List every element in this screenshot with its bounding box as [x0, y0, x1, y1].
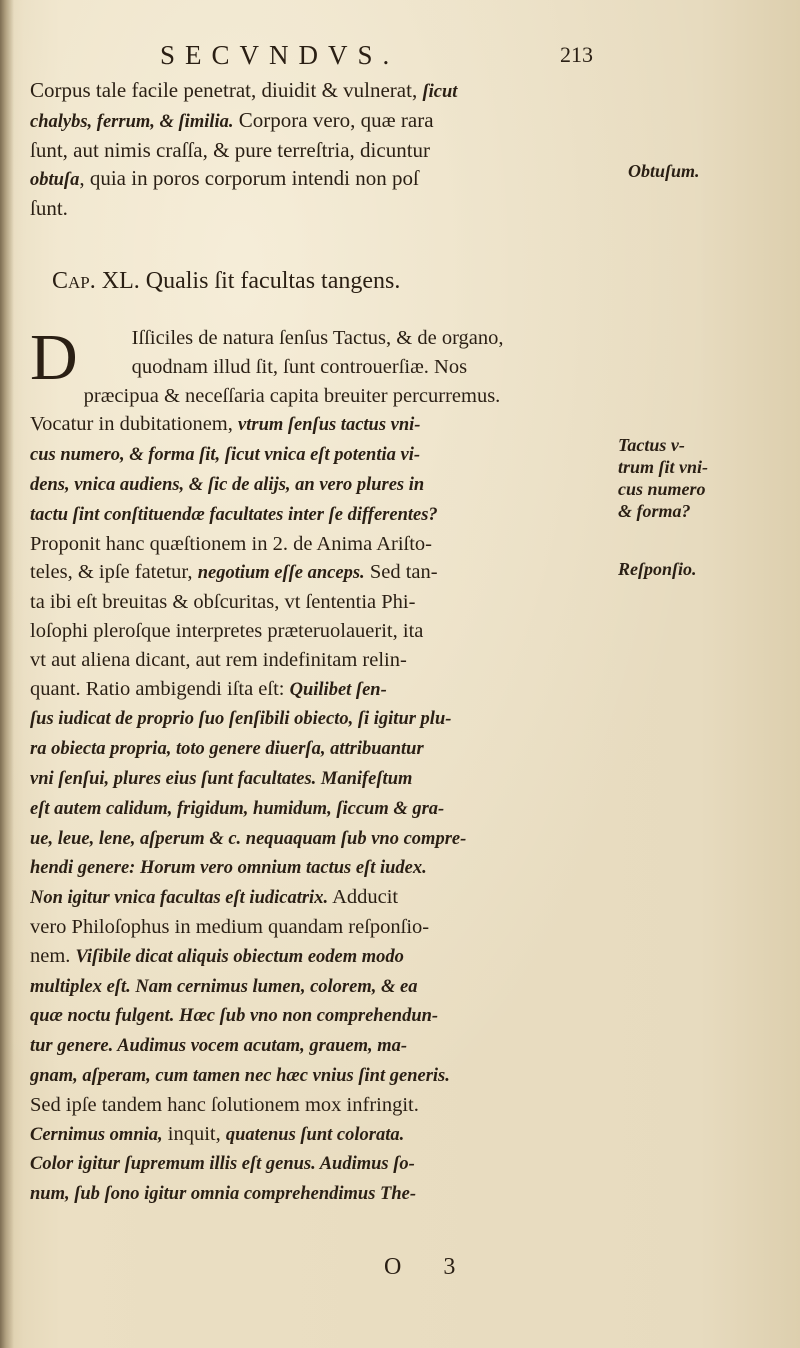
signature-mark: O 3 — [384, 1254, 474, 1280]
italic-text: ſicut — [422, 82, 458, 102]
margin-note-line: & forma? — [618, 501, 691, 521]
roman-text: Iſſiciles de natura ſenſus Tactus, & de organo, — [131, 327, 504, 349]
margin-note-line: Tactus v- — [618, 435, 685, 455]
italic-text: hendi genere: Horum vero omnium tactus eſt iudex. — [30, 858, 427, 879]
top-paragraph — [30, 76, 606, 222]
italic-text: eſt autem calidum, frigidum, humidum, ſiccum & gra- — [30, 798, 445, 819]
text-line — [30, 558, 606, 588]
text-line — [30, 734, 606, 764]
text-line — [30, 824, 606, 854]
roman-text: quodnam illud ſit, ſunt controuerſiæ. Nos — [131, 355, 468, 378]
drop-capital: D — [30, 321, 78, 394]
text-line — [30, 617, 606, 646]
text-line — [30, 106, 606, 136]
italic-text: tactu ſint conſtituendæ facultates inter ſe differentes? — [30, 504, 438, 525]
text-line — [30, 794, 606, 824]
italic-text: quatenus ſunt colorata. — [225, 1124, 405, 1145]
text-line — [30, 1001, 606, 1031]
italic-text: chalybs, ferrum, & ſimilia. — [30, 112, 234, 132]
italic-text: vtrum ſenſus tactus vni- — [238, 415, 421, 436]
chapter-heading — [52, 268, 400, 295]
text-line — [30, 675, 606, 705]
running-head: SECVNDVS. — [160, 40, 400, 70]
text-line — [30, 913, 606, 942]
roman-text: teles, & ipſe fatetur, — [30, 561, 198, 584]
italic-text: ra obiecta propria, toto genere diuerſa, attribuantur — [30, 739, 424, 760]
text-line — [30, 500, 606, 530]
margin-note-line: Obtuſum. — [628, 161, 700, 181]
text-line — [30, 1149, 606, 1179]
roman-text: ta ibi eſt breuitas & obſcuritas, vt ſententia Phi- — [30, 591, 416, 614]
roman-text: Sed ipſe tandem hanc ſolutionem mox infringit. — [30, 1093, 419, 1116]
text-line — [30, 853, 606, 883]
text-line — [84, 324, 606, 353]
text-line — [30, 164, 606, 194]
italic-text: Viſibile dicat aliquis obiectum eodem modo — [75, 946, 404, 967]
text-line — [30, 588, 606, 617]
margin-note-line: trum ſit vni- — [618, 457, 709, 477]
text-line — [30, 530, 606, 559]
text-line — [30, 972, 606, 1002]
italic-text: obtuſa — [30, 170, 80, 190]
roman-text: Corpora vero, quæ rara — [233, 108, 434, 132]
text-line — [30, 1031, 606, 1061]
roman-text: Proponit hanc quæſtionem in 2. de Anima Ariſto- — [30, 532, 432, 555]
margin-note-line: cus numero — [618, 479, 706, 499]
roman-text: vero Philoſophus in medium quandam reſponſio- — [30, 915, 430, 938]
roman-text: vt aut aliena dicant, aut rem indefinitam relin- — [30, 648, 407, 671]
roman-text: ſunt, aut nimis craſſa, & pure terreſtria, dicuntur — [30, 138, 431, 162]
roman-text: Adducit — [328, 886, 399, 909]
chapter-body — [30, 321, 606, 1209]
margin-note-obtusum — [628, 160, 700, 182]
roman-text: nem. — [30, 944, 76, 967]
roman-text: præcipua & neceſſaria capita breuiter percurremus. — [83, 384, 501, 407]
italic-text: tur genere. Audimus vocem acutam, grauem, ma- — [30, 1036, 408, 1057]
italic-text: quæ noctu fulgent. Hæc ſub vno non comprehendun- — [30, 1006, 439, 1027]
italic-text: negotium eſſe anceps. — [197, 563, 365, 584]
text-line — [30, 1120, 606, 1150]
text-line — [30, 704, 606, 734]
italic-text: vni ſenſui, plures eius ſunt facultates. Manifeſtum — [30, 768, 413, 789]
text-line — [30, 764, 606, 794]
binding-gutter — [0, 0, 14, 1348]
text-line — [30, 136, 606, 164]
roman-text: loſophi pleroſque interpretes præteruolauerit, ita — [30, 619, 424, 642]
text-line — [30, 1179, 606, 1209]
margin-note-line: Reſponſio. — [618, 559, 697, 579]
text-line — [30, 883, 606, 913]
roman-text: , quia in poros corporum intendi non poſ — [79, 166, 419, 190]
italic-text: Quilibet ſen- — [289, 679, 387, 700]
text-line — [30, 410, 606, 440]
italic-text: multiplex eſt. Nam cernimus lumen, colorem, & ea — [30, 976, 418, 997]
text-line — [30, 1091, 606, 1120]
margin-note-tactus-question — [618, 434, 708, 522]
italic-text: ſus iudicat de proprio ſuo ſenſibili obiecto, ſi igitur plu- — [30, 709, 452, 730]
roman-text: Sed tan- — [364, 561, 438, 584]
italic-text: Color igitur ſupremum illis eſt genus. Audimus ſo- — [30, 1154, 415, 1175]
chapter-title: Qualis ſit facultas tangens. — [145, 268, 401, 294]
chapter-number: XL. — [101, 268, 140, 294]
italic-text: num, ſub ſono igitur omnia comprehendimus The- — [30, 1184, 416, 1205]
italic-text: dens, vnica audiens, & ſic de alijs, an vero plures in — [30, 474, 425, 495]
text-line — [84, 382, 606, 411]
roman-text: ſunt. — [30, 196, 68, 220]
margin-note-responsio — [618, 558, 697, 580]
italic-text: ue, leue, lene, aſperum & c. nequaquam ſub vno compre- — [30, 828, 467, 849]
text-line — [30, 440, 606, 470]
roman-text: inquit, — [162, 1122, 226, 1145]
page-number: 213 — [560, 42, 593, 67]
text-line — [30, 470, 606, 500]
italic-text: gnam, aſperam, cum tamen nec hæc vnius ſint generis. — [30, 1065, 450, 1086]
text-line — [84, 353, 606, 382]
chapter-label: Cap. — [52, 268, 96, 294]
roman-text: Corpus tale facile penetrat, diuidit & vulnerat, — [30, 78, 423, 102]
italic-text: Non igitur vnica facultas eſt iudicatrix. — [30, 888, 329, 909]
italic-text: Cernimus omnia, — [30, 1124, 163, 1145]
body-lines — [30, 321, 606, 1209]
text-line — [30, 1061, 606, 1091]
roman-text: Vocatur in dubitationem, — [30, 413, 239, 436]
italic-text: cus numero, & forma ſit, ſicut vnica eſt potentia vi- — [30, 445, 421, 466]
text-line — [30, 194, 606, 222]
roman-text: quant. Ratio ambigendi iſta eſt: — [30, 677, 290, 700]
text-line — [30, 76, 606, 106]
text-line — [30, 646, 606, 675]
text-line — [30, 942, 606, 972]
